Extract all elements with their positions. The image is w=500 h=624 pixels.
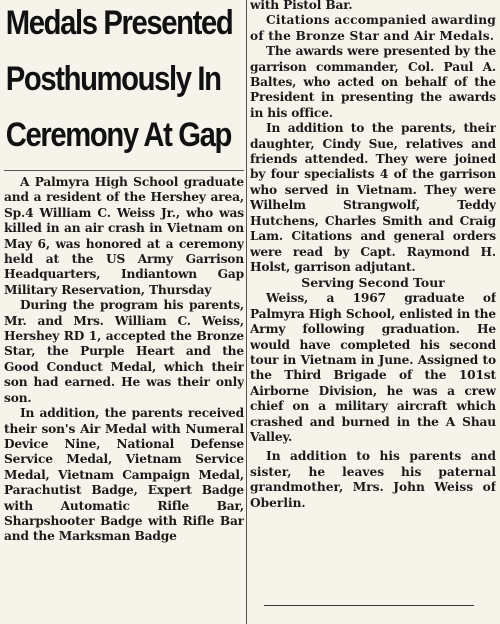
section-subhead: Serving Second Tour	[301, 275, 445, 291]
left-column	[4, 0, 244, 624]
end-rule	[264, 605, 474, 606]
headline-line-2: Posthumously In	[5, 60, 221, 98]
right-column	[250, 0, 496, 624]
article-paragraph: In addition, the parents received their son's Air Medal with Numeral Device Nine, National Defense Service Medal, Vietnam Service Medal, Vietnam Campaign Medal, Parachutist Badge, Expert Badge with Automatic Rifle Bar, Sharpshooter Badge with Rifle Bar and the Marksman Badge	[4, 406, 244, 544]
article-paragraph: Weiss, a 1967 graduate of Palmyra High School, enlisted in the Army following graduation. He would have completed his second tour in Vietnam in June. Assigned to the Third Brigade of the 101st Airborne Division, he was a crew chief on a military aircraft which crashed and burned in the A Shau Valley.	[250, 291, 496, 444]
article-paragraph: A Palmyra High School graduate and a resident of the Hershey area, Sp.4 William C. Weiss Jr., who was killed in an air crash in Vietnam on May 6, was honored at a ceremony held at the US Army Garrison Headquarters, Indiantown Gap Military Reservation, Thursday	[4, 175, 244, 297]
article-continuation: with Pistol Bar.	[250, 0, 353, 12]
article-paragraph: In addition to the parents, their daughter, Cindy Sue, relatives and friends attended. They were joined by four specialists 4 of the garrison who served in Vietnam. They were Wilhelm Strangwolf, Teddy Hutchens, Charles Smith and Craig Lam. Citations and general orders were read by Capt. Raymond H. Holst, garrison adjutant.	[250, 121, 496, 274]
article-paragraph: The awards were presented by the garrison commander, Col. Paul A. Baltes, who acted on behalf of the President in presenting the awards in his office.	[250, 44, 496, 120]
article-paragraph: During the program his parents, Mr. and Mrs. William C. Weiss, Hershey RD 1, accepted the Bronze Star, the Purple Heart and the Good Conduct Medal, which their son had earned. He was their only son.	[4, 298, 244, 405]
column-divider	[246, 0, 247, 624]
article-paragraph: Citations accompanied awarding of the Bronze Star and Air Medals.	[250, 13, 496, 43]
closing-paragraph: In addition to his parents and sister, he leaves his paternal grandmother, Mrs. John Weiss of Oberlin.	[250, 449, 496, 510]
headline-line-3: Ceremony At Gap	[5, 116, 231, 154]
headline-line-1: Medals Presented	[5, 4, 233, 42]
headline-block	[4, 0, 244, 171]
